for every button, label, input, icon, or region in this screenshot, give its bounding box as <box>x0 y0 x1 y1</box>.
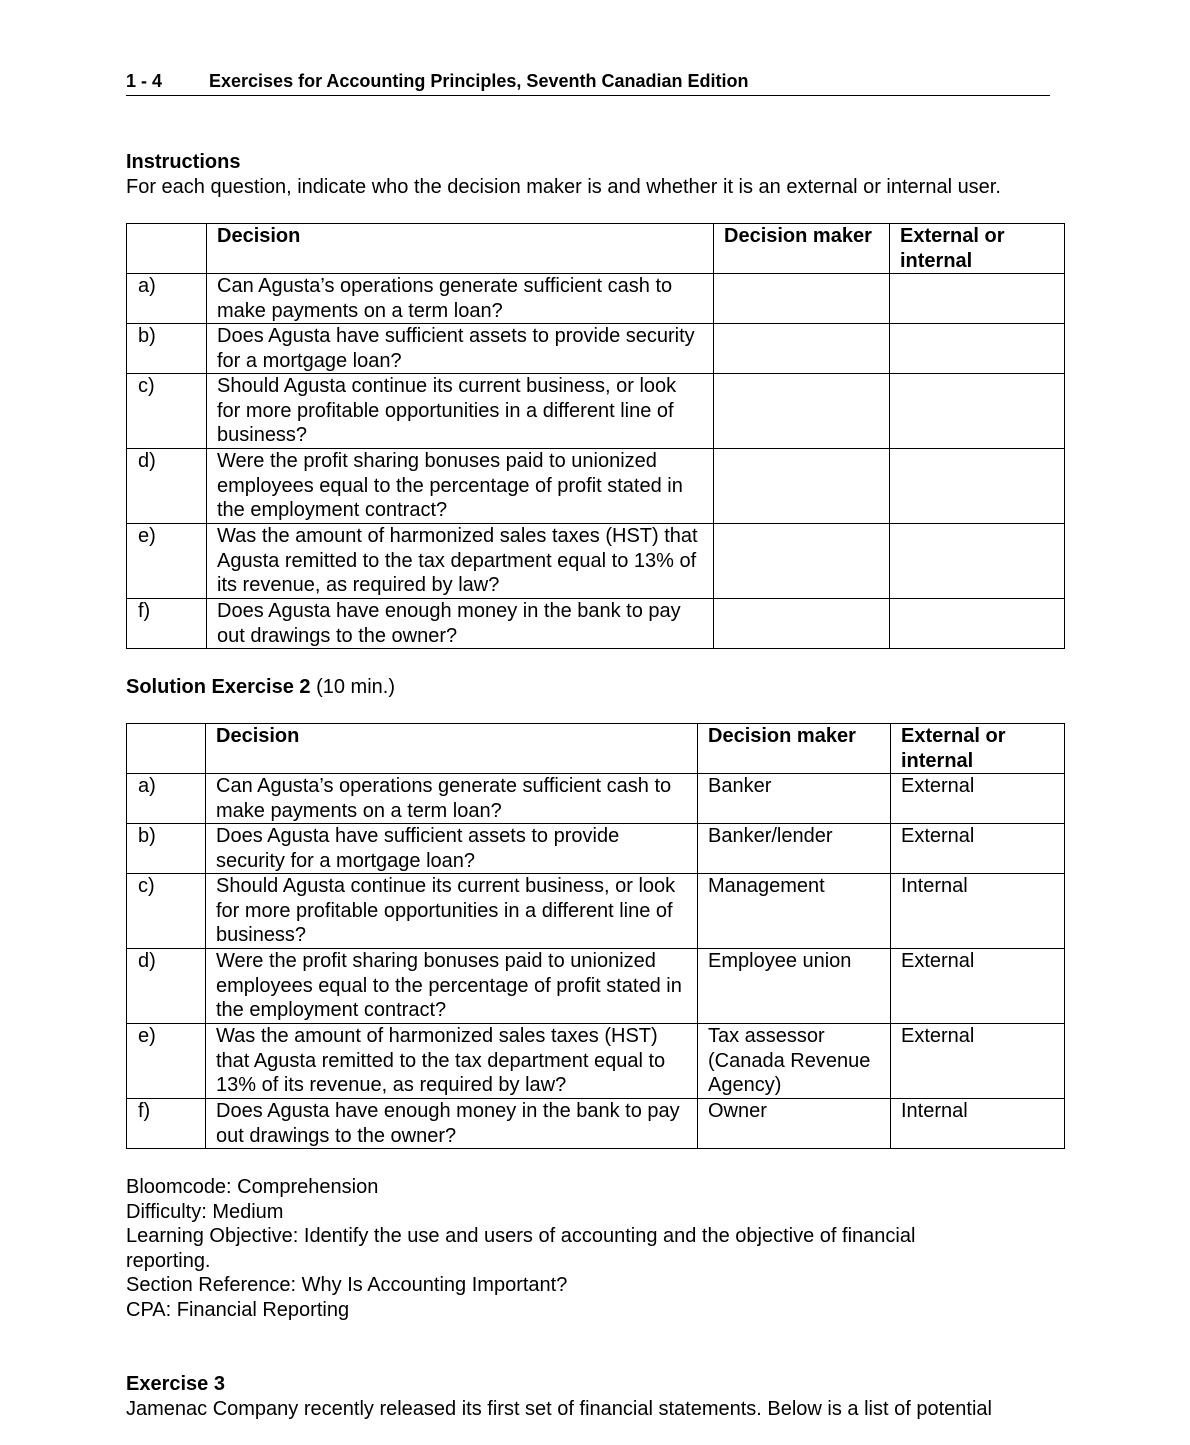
row-label: e) <box>127 524 207 599</box>
row-type: External <box>891 824 1065 874</box>
page-number: 1 - 4 <box>126 71 163 91</box>
row-label: d) <box>127 949 206 1024</box>
row-decision: Does Agusta have sufficient assets to provide security for a mortgage loan? <box>206 824 698 874</box>
row-type: External <box>891 774 1065 824</box>
row-decision: Was the amount of harmonized sales taxes (HST) that Agusta remitted to the tax department equal to 13% of its revenue, as required by law? <box>206 1024 698 1099</box>
row-decision: Should Agusta continue its current business, or look for more profitable opportunities in a different line of business? <box>206 874 698 949</box>
row-decision: Was the amount of harmonized sales taxes (HST) that Agusta remitted to the tax department equal to 13% of its revenue, as required by law? <box>207 524 714 599</box>
header-external-internal: External or internal <box>891 724 1065 774</box>
row-maker <box>714 449 890 524</box>
table-row <box>127 949 1065 1024</box>
row-type <box>890 324 1065 374</box>
row-type <box>890 449 1065 524</box>
row-decision: Can Agusta’s operations generate sufficient cash to make payments on a term loan? <box>206 774 698 824</box>
row-maker: Management <box>698 874 891 949</box>
table-row <box>127 324 1065 374</box>
exercise3-heading: Exercise 3 <box>126 1373 225 1395</box>
header-external-internal: External or internal <box>890 224 1065 274</box>
table-row <box>127 1099 1065 1149</box>
row-label: c) <box>127 374 207 449</box>
row-label: a) <box>127 274 207 324</box>
exercise3-text: Jamenac Company recently released its first set of financial statements. Below is a list of potential <box>126 1397 992 1420</box>
row-type: External <box>891 949 1065 1024</box>
row-decision: Can Agusta’s operations generate sufficient cash to make payments on a term loan? <box>207 274 714 324</box>
row-maker <box>714 274 890 324</box>
table-row <box>127 774 1065 824</box>
row-label: f) <box>127 1099 206 1149</box>
row-maker: Banker/lender <box>698 824 891 874</box>
table-row <box>127 449 1065 524</box>
row-label: b) <box>127 324 207 374</box>
header-decision-maker: Decision maker <box>698 724 891 774</box>
row-maker: Owner <box>698 1099 891 1149</box>
header-label <box>127 724 206 774</box>
row-decision: Should Agusta continue its current business, or look for more profitable opportunities in a different line of business? <box>207 374 714 449</box>
row-label: b) <box>127 824 206 874</box>
table-row <box>127 524 1065 599</box>
row-label: f) <box>127 599 207 649</box>
row-label: d) <box>127 449 207 524</box>
row-maker: Tax assessor (Canada Revenue Agency) <box>698 1024 891 1099</box>
section-reference: Section Reference: Why Is Accounting Important? <box>126 1274 568 1296</box>
table-header-row <box>127 724 1065 774</box>
header-decision: Decision <box>207 224 714 274</box>
learning-objective: Learning Objective: Identify the use and users of accounting and the objective of financial reporting. <box>126 1225 916 1272</box>
table-row <box>127 274 1065 324</box>
row-decision: Does Agusta have enough money in the bank to pay out drawings to the owner? <box>207 599 714 649</box>
solution-heading <box>126 675 395 700</box>
table-row <box>127 1024 1065 1099</box>
row-maker: Employee union <box>698 949 891 1024</box>
table-row <box>127 824 1065 874</box>
row-maker <box>714 599 890 649</box>
cpa: CPA: Financial Reporting <box>126 1298 350 1321</box>
difficulty: Difficulty: Medium <box>126 1200 284 1223</box>
row-label: a) <box>127 774 206 824</box>
header-label <box>127 224 207 274</box>
row-type <box>890 524 1065 599</box>
row-maker <box>714 524 890 599</box>
page-header <box>126 70 1050 96</box>
table-row <box>127 874 1065 949</box>
row-maker: Banker <box>698 774 891 824</box>
question-table <box>126 223 1065 649</box>
row-type <box>890 274 1065 324</box>
solution-table <box>126 723 1065 1149</box>
solution-title: Solution Exercise 2 <box>126 676 311 698</box>
solution-time: (10 min.) <box>310 676 395 698</box>
header-decision-maker: Decision maker <box>714 224 890 274</box>
row-decision: Were the profit sharing bonuses paid to unionized employees equal to the percentage of profit stated in the employment contract? <box>207 449 714 524</box>
row-type: Internal <box>891 1099 1065 1149</box>
row-type <box>890 374 1065 449</box>
header-decision: Decision <box>206 724 698 774</box>
bloomcode: Bloomcode: Comprehension <box>126 1176 379 1198</box>
table-header-row <box>127 224 1065 274</box>
row-type: External <box>891 1024 1065 1099</box>
row-label: e) <box>127 1024 206 1099</box>
row-type <box>890 599 1065 649</box>
book-title: Exercises for Accounting Principles, Seventh Canadian Edition <box>209 71 749 91</box>
row-label: c) <box>127 874 206 949</box>
instructions-heading: Instructions <box>126 151 241 173</box>
instructions-text: For each question, indicate who the decision maker is and whether it is an external or internal user. <box>126 176 1001 198</box>
table-row <box>127 374 1065 449</box>
row-decision: Were the profit sharing bonuses paid to unionized employees equal to the percentage of profit stated in the employment contract? <box>206 949 698 1024</box>
row-type: Internal <box>891 874 1065 949</box>
table-row <box>127 599 1065 649</box>
row-maker <box>714 324 890 374</box>
row-maker <box>714 374 890 449</box>
row-decision: Does Agusta have sufficient assets to provide security for a mortgage loan? <box>207 324 714 374</box>
row-decision: Does Agusta have enough money in the bank to pay out drawings to the owner? <box>206 1099 698 1149</box>
